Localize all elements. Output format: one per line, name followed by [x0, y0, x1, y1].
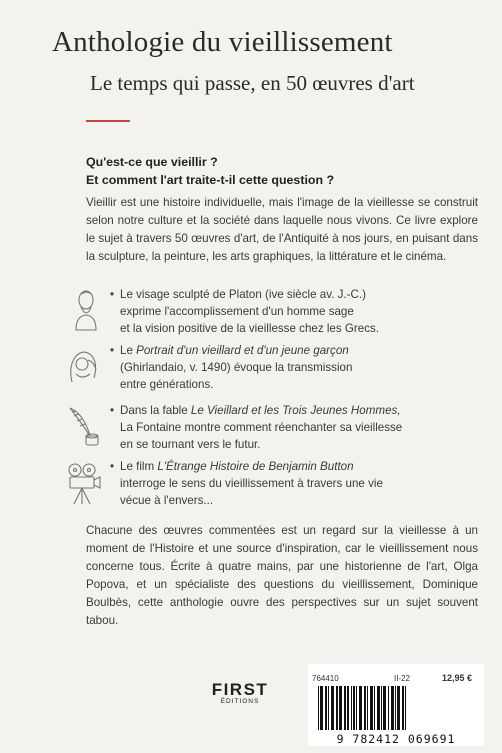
outro-paragraph: Chacune des œuvres commentées est un regard sur la vieillesse à un moment de l'Histoire et une source d'inspiration, car le vieillissement nous concerne tous. Écrite à quatre mains, par une historienne de l'art, Olga Popova, et un spécialiste des questions du vieillissement, Dominique Boulbès, cette anthologie ouvre des perspectives sur un sujet souvent tabou. [86, 524, 478, 627]
barcode-bar [328, 686, 329, 730]
question-line-2: Et comment l'art traite-t-il cette question ? [86, 173, 335, 187]
barcode-bar [325, 686, 327, 730]
bullet-line: Dans la fable [120, 404, 191, 417]
quill-inkwell-icon [62, 402, 106, 450]
barcode-bar [402, 686, 404, 730]
barcode-bar [320, 686, 323, 730]
product-code: 764410 [312, 674, 339, 683]
bullet-line: Le film [120, 460, 158, 473]
barcode-panel [308, 664, 484, 746]
barcode-bar [383, 686, 386, 730]
barcode-bar [344, 686, 346, 730]
barcode-bar [395, 686, 396, 730]
barcode-bar [356, 686, 357, 730]
bullet-text: • Dans la fable Le Vieillard et les Trois Jeunes Hommes, La Fontaine montre comment réenchanter sa vieillesse en se tournant vers le futur. [110, 402, 480, 453]
bullet-line: interroge le sens du vieillissement à travers une vie [120, 477, 383, 490]
bullet-line: en se tournant vers le futur. [120, 438, 261, 451]
portrait-sketch-icon [62, 342, 106, 390]
barcode-bar [318, 686, 319, 730]
bullet-line: (Ghirlandaio, v. 1490) évoque la transmission [120, 361, 353, 374]
artwork-title: Portrait d'un vieillard et d'un jeune garçon [136, 344, 349, 357]
intro-paragraph: Vieillir est une histoire individuelle, mais l'image de la vieillesse se construit selon notre culture et la société dans laquelle nous vivons. Ce livre explore le sujet à travers 50 œuvres d'art, de l'Antiquité à nos jours, en puisant dans la sculpture, la peinture, les arts graphiques, la littérature et le cinéma. [86, 196, 478, 263]
barcode-bar [353, 686, 355, 730]
barcode-bar [397, 686, 400, 730]
question-heading [86, 153, 486, 189]
price: 12,95 € [442, 673, 473, 683]
barcode-bar [377, 686, 380, 730]
bullet-text: • Le film L'Étrange Histoire de Benjamin Button interroge le sens du vieillissement à travers une vie vécue à l'envers... [110, 458, 480, 509]
bullet-text: • Le Portrait d'un vieillard et d'un jeune garçon (Ghirlandaio, v. 1490) évoque la transmission entre générations. [110, 342, 480, 393]
barcode-bar [364, 686, 366, 730]
bullet-item-platon [62, 286, 482, 346]
barcode-bar [336, 686, 338, 730]
publisher-logo [200, 680, 280, 705]
film-camera-icon [62, 458, 106, 506]
barcode-bar [339, 686, 342, 730]
barcode-bar [391, 686, 394, 730]
bullet-line: et la vision positive de la vieillesse chez les Grecs. [120, 322, 380, 335]
bullet-line: Le [120, 344, 137, 357]
bullet-line: vécue à l'envers... [120, 494, 214, 507]
isbn-number: 9 782412 069691 [336, 732, 456, 746]
bullet-line: entre générations. [120, 378, 214, 391]
edition-date: II-22 [394, 674, 411, 683]
barcode-bar [374, 686, 375, 730]
barcode-bar [351, 686, 352, 730]
book-title: Anthologie du vieillissement [52, 26, 393, 58]
artwork-title: Le Vieillard et les Trois Jeunes Hommes, [190, 404, 401, 417]
question-line-1: Qu'est-ce que vieillir ? [86, 155, 218, 169]
barcode-bar [388, 686, 389, 730]
barcode-bar [370, 686, 373, 730]
bullet-item-la-fontaine [62, 402, 482, 462]
artwork-title: L'Étrange Histoire de Benjamin Button [157, 460, 354, 473]
barcode-bar [359, 686, 362, 730]
barcode-bar [331, 686, 334, 730]
book-subtitle: Le temps qui passe, en 50 œuvres d'art [90, 71, 415, 95]
barcode-bar [381, 686, 382, 730]
publisher-name: FIRST [211, 680, 269, 699]
bullet-line: Le visage sculpté de Platon (ive siècle av. J.-C.) [120, 288, 366, 301]
bullet-text: • Le visage sculpté de Platon (ive siècle av. J.-C.) exprime l'accomplissement d'un homme sage et la vision positive de la vieillesse chez les Grecs. [110, 286, 480, 337]
accent-rule [86, 120, 130, 122]
bullet-line: La Fontaine montre comment réenchanter sa vieillesse [120, 421, 403, 434]
barcode-bar [367, 686, 368, 730]
barcode-bar [347, 686, 349, 730]
publisher-sub: ÉDITIONS [220, 698, 260, 705]
bust-icon [62, 286, 106, 334]
bullet-item-benjamin-button [62, 458, 482, 518]
bullet-line: exprime l'accomplissement d'un homme sage [120, 305, 354, 318]
bullet-item-ghirlandaio [62, 342, 482, 402]
barcode-bar [405, 686, 406, 730]
